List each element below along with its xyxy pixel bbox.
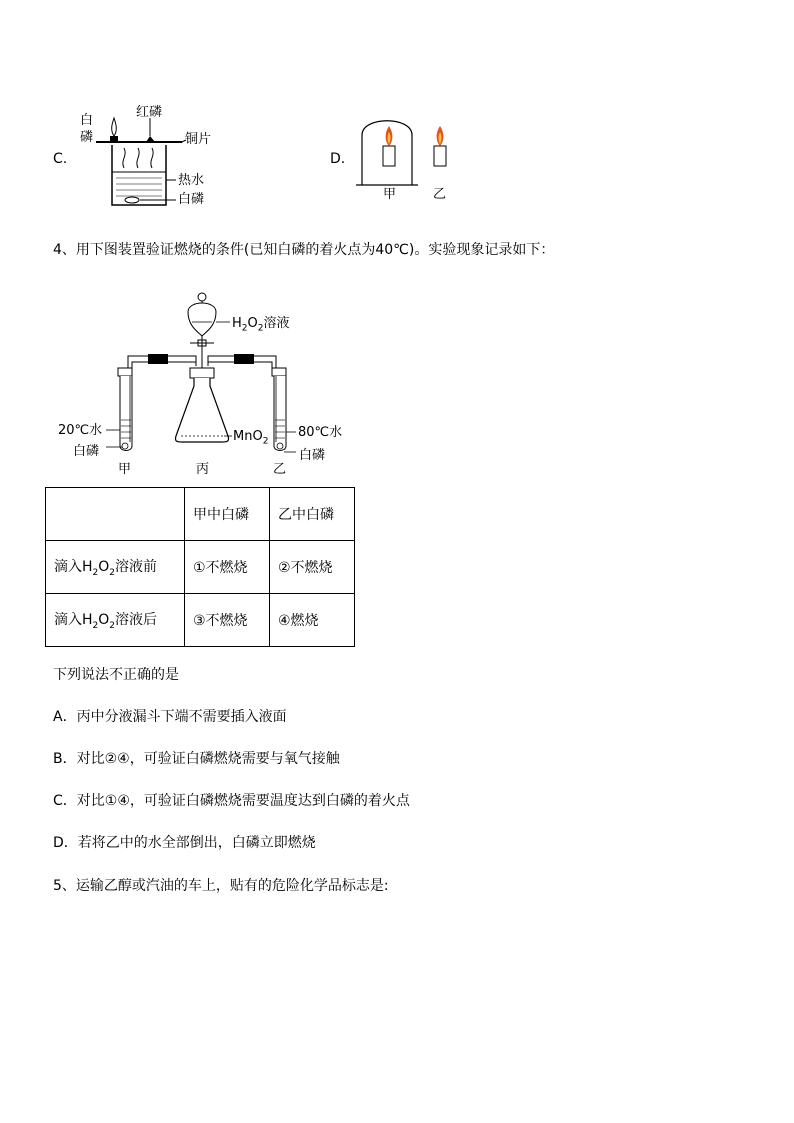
right-phosphorus-label: 白磷: [299, 448, 326, 463]
apparatus-diagram: [0, 0, 380, 480]
table-header-yi: 乙中白磷: [270, 488, 355, 541]
observation-table: [45, 487, 355, 647]
option-b[interactable]: B．对比②④，可验证白磷燃烧需要与氧气接触: [53, 751, 340, 767]
option-d[interactable]: D．若将乙中的水全部倒出，白磷立即燃烧: [53, 835, 316, 851]
tube-yi-label: 乙: [273, 462, 287, 477]
white-phosphorus-label-bottom: 白磷: [178, 192, 205, 207]
option-c-letter: C.: [53, 151, 68, 167]
left-water-label: 20℃水: [58, 423, 103, 438]
tube-jia-label: 甲: [118, 462, 132, 477]
option-a[interactable]: A．丙中分液漏斗下端不需要插入液面: [53, 709, 287, 725]
table-header-jia: 甲中白磷: [185, 488, 270, 541]
table-header-empty: [46, 488, 185, 541]
option-d-letter: D.: [330, 151, 346, 167]
flask-bing-label: 丙: [196, 462, 210, 477]
left-phosphorus-label: 白磷: [73, 444, 100, 459]
h2o2-solution-label: $H_2O_2$溶液: [232, 316, 290, 334]
table-header-row: [46, 488, 355, 541]
table-row: [46, 594, 355, 647]
candle-yi-label: 乙: [433, 187, 447, 202]
question-4-stem: 4、用下图装置验证燃烧的条件(已知白磷的着火点为40℃)。实验现象记录如下：: [53, 242, 555, 258]
hot-water-label: 热水: [178, 173, 205, 188]
question-4-prompt: 下列说法不正确的是: [53, 667, 179, 683]
copper-sheet-label: 铜片: [185, 132, 212, 147]
table-row: [46, 541, 355, 594]
candle-jia-label: 甲: [383, 187, 397, 202]
table-cell: ①不燃烧: [185, 541, 270, 594]
question-5-stem: 5、运输乙醇或汽油的车上，贴有的危险化学品标志是:: [53, 878, 389, 894]
red-phosphorus-label: 红磷: [136, 105, 163, 120]
table-cell: ②不燃烧: [270, 541, 355, 594]
right-water-label: 80℃水: [298, 425, 343, 440]
white-phosphorus-label-top-1: 白: [80, 113, 94, 128]
option-c[interactable]: C．对比①④，可验证白磷燃烧需要温度达到白磷的着火点: [53, 793, 410, 809]
table-cell: ④燃烧: [270, 594, 355, 647]
table-row-label-before: 滴入$H_2O_2$溶液前: [46, 541, 185, 594]
table-cell: ③不燃烧: [185, 594, 270, 647]
mno2-label: MnO$_2$: [233, 429, 269, 447]
white-phosphorus-label-top-2: 磷: [80, 130, 94, 145]
table-row-label-after: 滴入$H_2O_2$溶液后: [46, 594, 185, 647]
